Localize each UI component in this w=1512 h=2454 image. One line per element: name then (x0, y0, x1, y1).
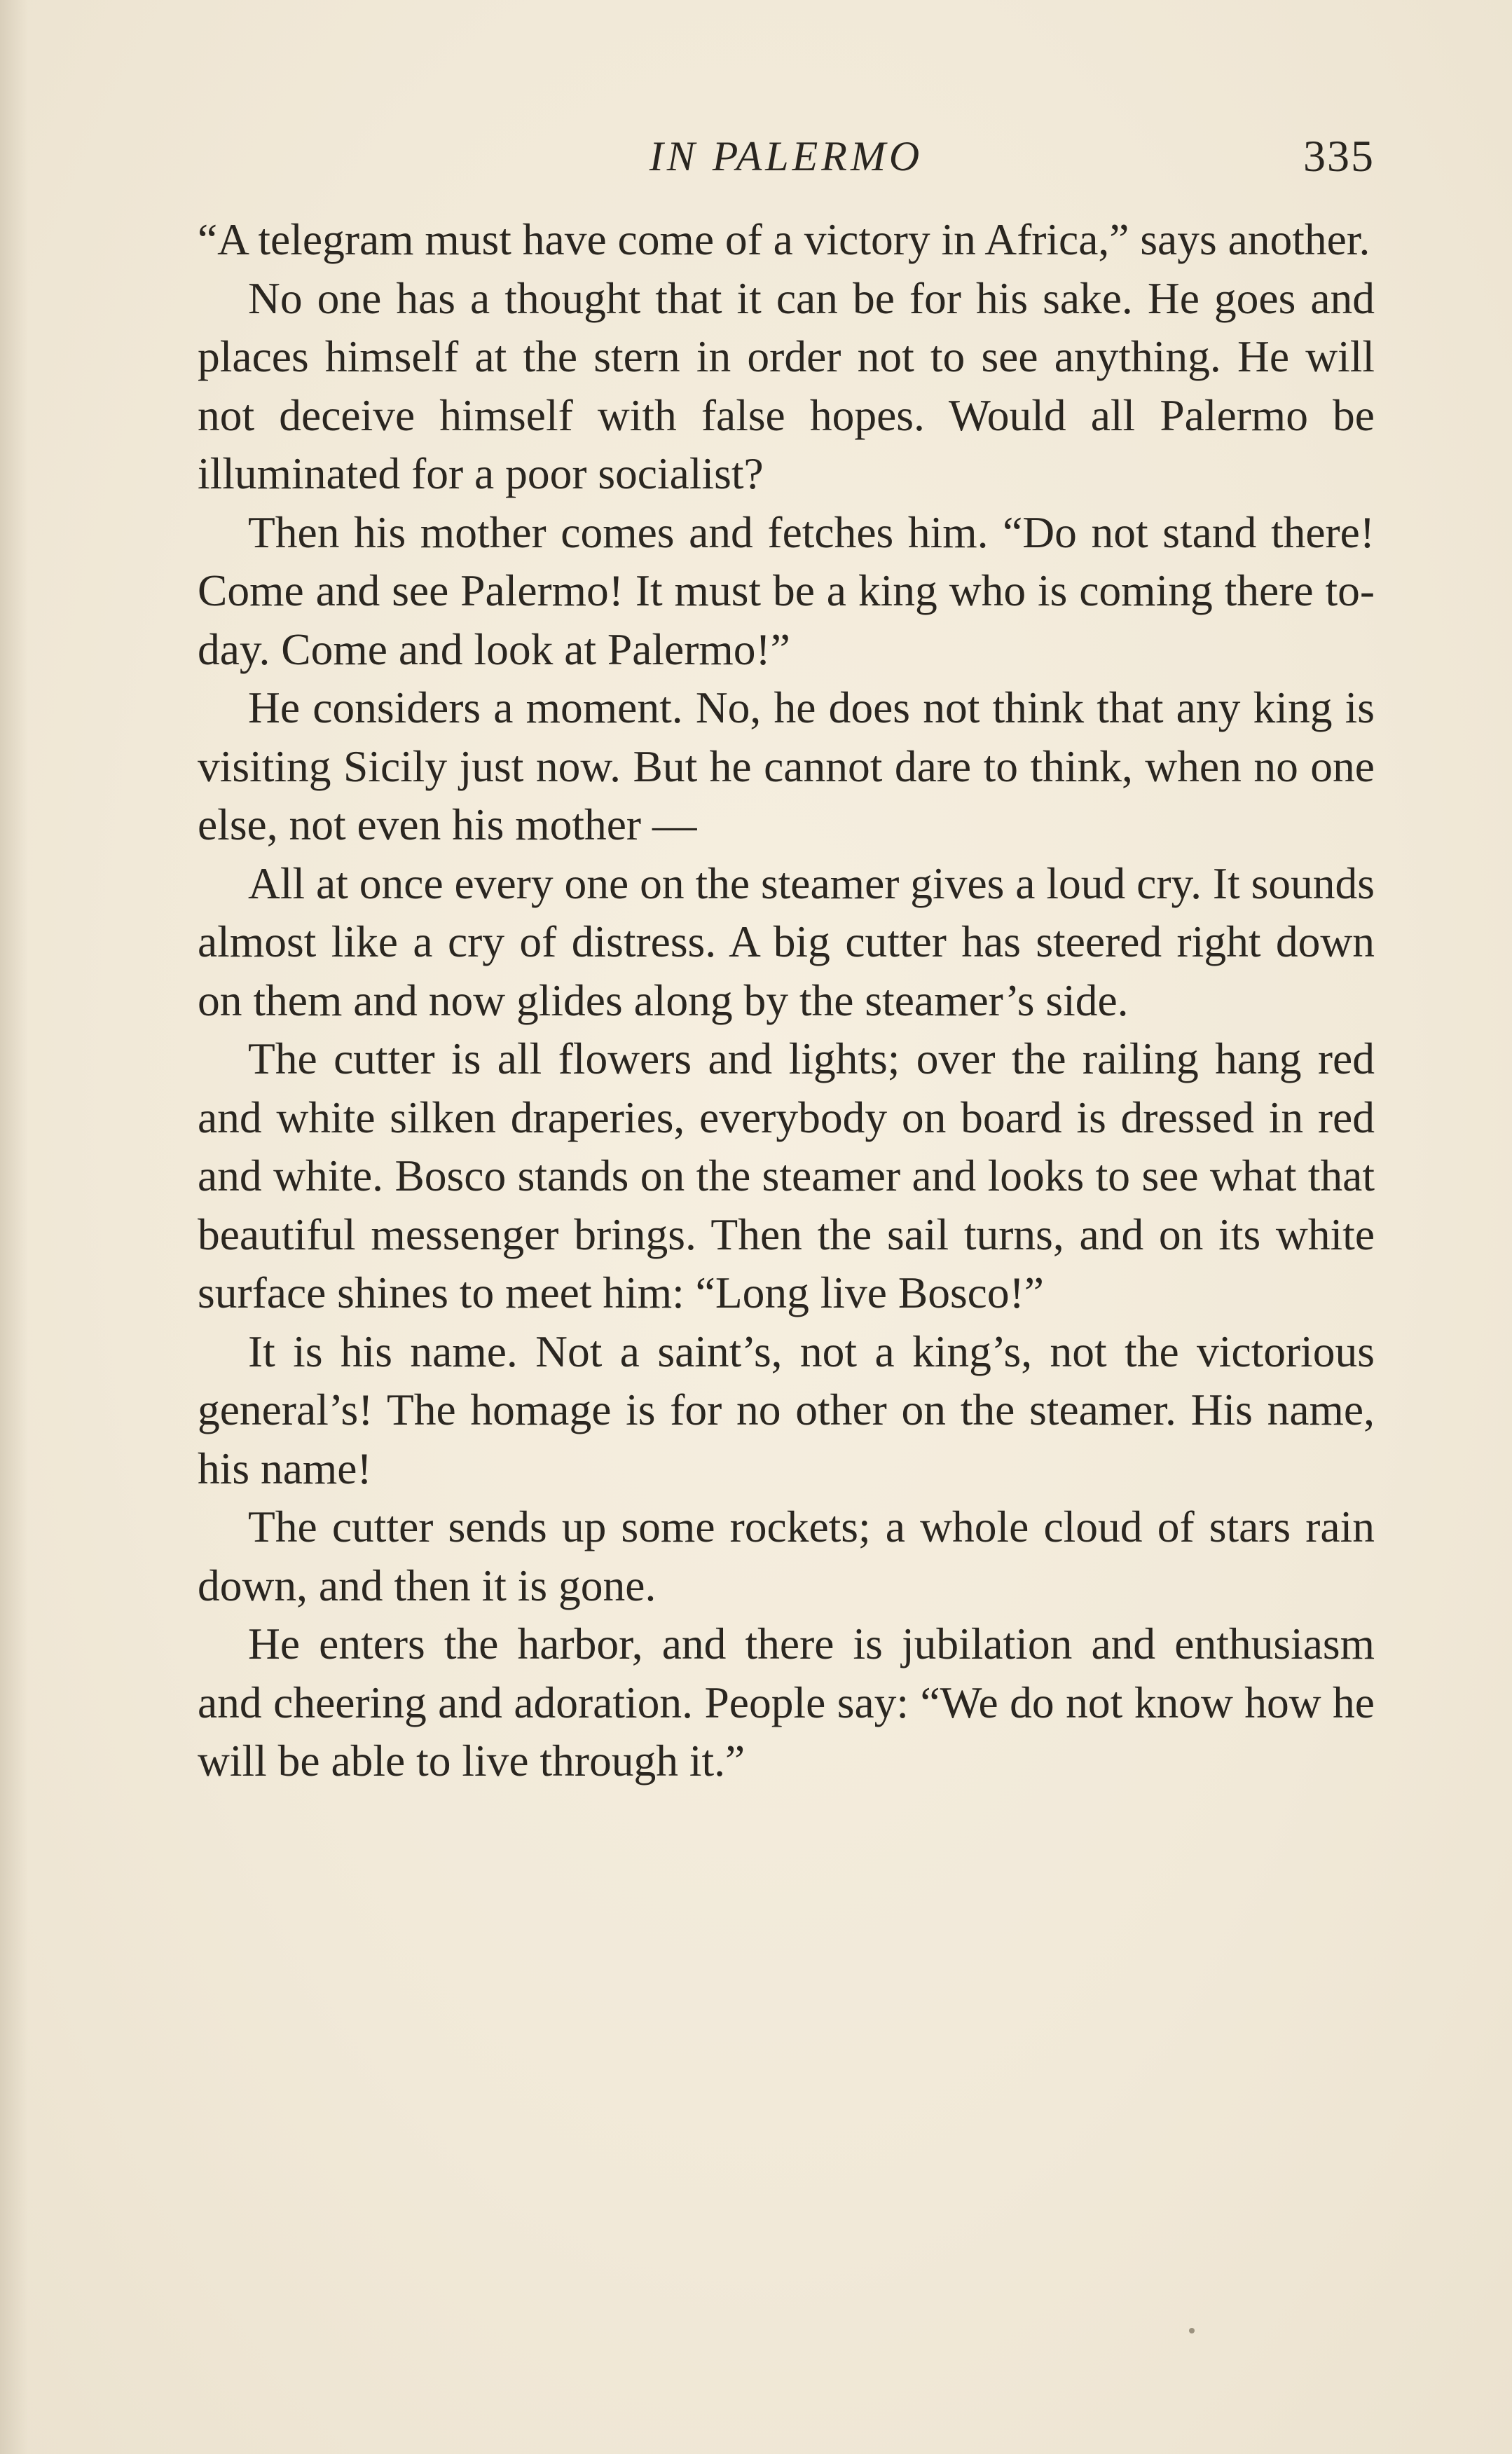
paragraph-5: All at once every one on the steamer gives a loud cry. It sounds almost like a cry of distress. A big cutter has steered right down on them and now glides along by the steamer’s side. (198, 858, 1375, 1025)
paragraph-2: No one has a thought that it can be for his sake. He goes and places himself at the stern in order not to see anything. He will not deceive himself with false hopes. Would all Palermo be illuminated for a poor socialist? (198, 273, 1375, 498)
paragraph-7: It is his name. Not a saint’s, not a king’s, not the victorious general’s! The homage is for no other on the steamer. His name, his name! (198, 1326, 1375, 1493)
paragraph-3: Then his mother comes and fetches him. “Do not stand there! Come and see Palermo! It must be a king who is coming there to-day. Come and look at Palermo!” (198, 507, 1375, 674)
paragraph-6: The cutter is all flowers and lights; over the railing hang red and white silken draperies, everybody on board is dressed in red and white. Bosco stands on the steamer and looks to see what that beautiful messenger brings. Then the sail turns, and on its white surface shines to meet him: “Long live Bosco!” (198, 1034, 1375, 1317)
paragraph-1: “A telegram must have come of a victory in Africa,” says another. (198, 214, 1370, 264)
page-gutter-shadow (0, 0, 28, 2454)
paragraph-4: He considers a moment. No, he does not think that any king is visiting Sicily just now. But he cannot dare to think, when no one else, not even his mother — (198, 683, 1375, 849)
paper-speck (1189, 2328, 1195, 2333)
page-header (198, 125, 1375, 188)
paragraph-8: The cutter sends up some rockets; a whole cloud of stars rain down, and then it is gone. (198, 1502, 1375, 1610)
paragraph-9: He enters the harbor, and there is jubilation and enthusiasm and cheering and adoration. People say: “We do not know how he will be able to live through it.” (198, 1619, 1375, 1785)
running-title: IN PALERMO (649, 133, 923, 179)
page-number: 335 (1303, 131, 1375, 181)
body-text (198, 210, 1375, 1790)
